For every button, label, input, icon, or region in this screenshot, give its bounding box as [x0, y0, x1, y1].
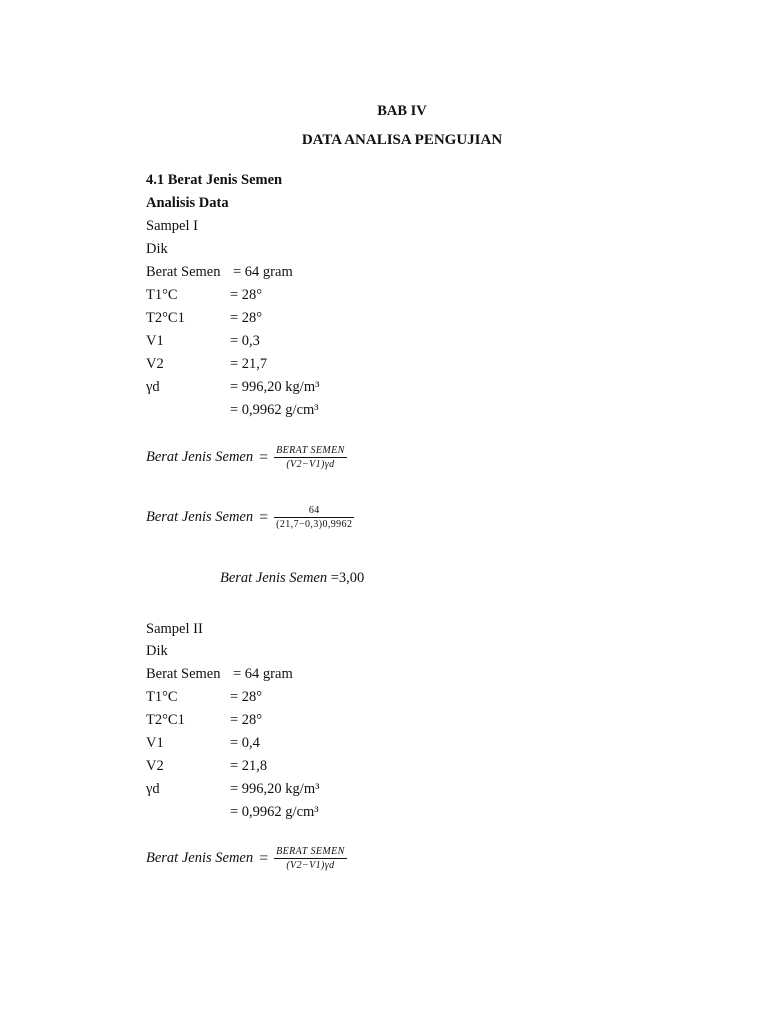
chapter-heading: BAB IV: [377, 103, 427, 119]
section-title: 4.1 Berat Jenis Semen: [146, 172, 283, 188]
fraction-denominator: (V2−V1)γd: [286, 459, 335, 470]
substitution-fraction: [274, 505, 354, 530]
row-value: = 0,9962 g/cm³: [230, 402, 319, 418]
sample2-name: Sampel II: [146, 621, 203, 637]
sample2-formula: [146, 846, 347, 871]
equals-sign: =: [259, 508, 269, 526]
row-value: = 28°: [230, 287, 263, 303]
sample1-result: [220, 570, 364, 587]
equals-sign: =: [259, 849, 269, 867]
substitution-lhs: Berat Jenis Semen: [146, 509, 254, 525]
row-label: T2°C1: [146, 712, 185, 728]
row-value: = 28°: [230, 310, 263, 326]
formula-fraction: [274, 445, 347, 470]
formula-lhs: Berat Jenis Semen: [146, 449, 254, 465]
row-label: T1°C: [146, 689, 178, 705]
row-value: = 64 gram: [233, 264, 293, 280]
row-value: = 0,4: [230, 735, 260, 751]
row-value: = 21,7: [230, 356, 268, 372]
fraction-numerator: BERAT SEMEN: [276, 445, 345, 456]
result-lhs: Berat Jenis Semen: [220, 570, 328, 586]
row-label: V2: [146, 758, 164, 774]
formula-lhs: Berat Jenis Semen: [146, 850, 254, 866]
equals-sign: =: [259, 448, 269, 466]
chapter-title: DATA ANALISA PENGUJIAN: [301, 132, 503, 148]
fraction-denominator: (V2−V1)γd: [286, 860, 335, 871]
sample1-formula: [146, 445, 347, 470]
result-value: =3,00: [330, 570, 365, 586]
row-label: γd: [146, 379, 160, 395]
row-label: γd: [146, 781, 160, 797]
fraction-numerator: 64: [274, 505, 354, 518]
sample1-substitution: [146, 505, 354, 530]
sample1-dik: Dik: [146, 241, 168, 257]
formula-fraction: [274, 846, 347, 871]
row-value: = 996,20 kg/m³: [230, 379, 320, 395]
section-subtitle: Analisis Data: [146, 195, 229, 211]
row-label: V1: [146, 735, 164, 751]
row-label: Berat Semen: [146, 666, 221, 682]
row-value: = 0,3: [230, 333, 260, 349]
fraction-denominator: (21,7−0,3)0,9962: [276, 519, 353, 530]
row-value: = 996,20 kg/m³: [230, 781, 320, 797]
row-value: = 64 gram: [233, 666, 293, 682]
row-value: = 28°: [230, 712, 263, 728]
sample2-dik: Dik: [146, 643, 168, 659]
row-label: T2°C1: [146, 310, 185, 326]
row-value: = 0,9962 g/cm³: [230, 804, 319, 820]
sample1-name: Sampel I: [146, 218, 198, 234]
row-label: V1: [146, 333, 164, 349]
row-value: = 21,8: [230, 758, 268, 774]
row-label: V2: [146, 356, 164, 372]
row-label: Berat Semen: [146, 264, 221, 280]
row-label: T1°C: [146, 287, 178, 303]
fraction-numerator: BERAT SEMEN: [276, 846, 345, 857]
row-value: = 28°: [230, 689, 263, 705]
